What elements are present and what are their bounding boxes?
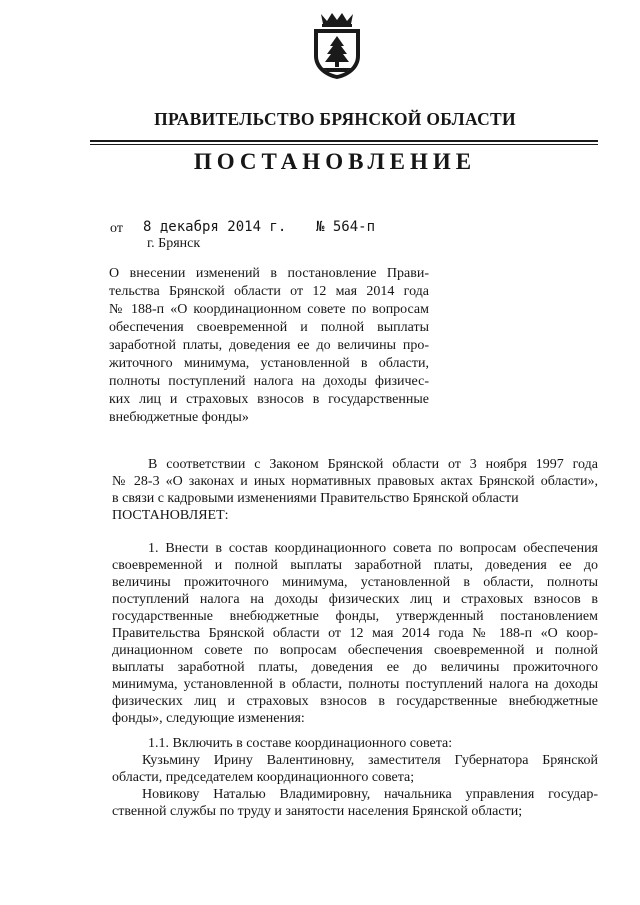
- member-2-paragraph: [112, 786, 598, 820]
- header-rule: [90, 140, 598, 142]
- document-number: № 564-п: [316, 219, 376, 235]
- subject-line: О внесении изменений в постановление Прави-: [109, 266, 429, 281]
- body-line: 1.1. Включить в составе координационного совета:: [148, 736, 453, 751]
- body-line: величины прожиточного минимума, установленной в области, полноты: [112, 575, 598, 590]
- coat-of-arms-icon: [311, 12, 363, 80]
- government-title: ПРАВИТЕЛЬСТВО БРЯНСКОЙ ОБЛАСТИ: [154, 109, 516, 129]
- body-line: своевременной и полной выплаты заработной платы, доведения ее до: [112, 558, 598, 573]
- body-line: Кузьмину Ирину Валентиновну, заместителя Губернатора Брянской: [142, 753, 598, 768]
- body-line: фонды», следующие изменения:: [112, 711, 305, 726]
- document-type-title: ПОСТАНОВЛЕНИЕ: [193, 149, 477, 174]
- date-prefix: от: [110, 221, 123, 236]
- subject-line: тельства Брянской области от 12 мая 2014 года: [109, 284, 429, 299]
- body-line: динационном совете по вопросам обеспечения своевременной и полной: [112, 643, 598, 658]
- body-line: поступлений налога на доходы физических лиц и страховых взносов в: [112, 592, 598, 607]
- body-line: ПОСТАНОВЛЯЕТ:: [112, 508, 229, 523]
- subject-line: внебюджетные фонды»: [109, 410, 249, 425]
- document-date: 8 декабря 2014 г.: [143, 219, 287, 235]
- body-line: физических лиц и страховых взносов в государственные внебюджетные: [112, 694, 598, 709]
- body-line: В соответствии с Законом Брянской области от 3 ноября 1997 года: [148, 457, 598, 472]
- subject-line: ких лиц и страховых взносов в государственные: [109, 392, 429, 407]
- subject-line: обеспечения своевременной и полной выплаты: [109, 320, 429, 335]
- subject-line: № 188-п «О координационном совете по вопросам: [109, 302, 429, 317]
- document-city: г. Брянск: [147, 236, 201, 251]
- member-1-paragraph: [112, 752, 598, 786]
- item-1-paragraph: [112, 540, 598, 727]
- subject-line: заработной платы, доведения ее до величины про-: [109, 338, 429, 353]
- body-line: в связи с кадровыми изменениями Правительство Брянской области: [112, 491, 519, 506]
- body-line: № 28-3 «О законах и иных нормативных правовых актах Брянской области»,: [112, 474, 598, 489]
- body-line: 1. Внести в состав координационного совета по вопросам обеспечения: [148, 541, 598, 556]
- body-line: государственные внебюджетные фонды, утвержденный постановлением: [112, 609, 598, 624]
- body-line: Новикову Наталью Владимировну, начальника управления государ-: [142, 787, 598, 802]
- preamble-paragraph: [112, 456, 598, 524]
- header-rule-thin: [90, 144, 598, 145]
- subject-line: житочного минимума, установленной в области,: [109, 356, 429, 371]
- item-1-1-paragraph: [112, 735, 598, 752]
- body-line: Правительства Брянской области от 12 мая 2014 года № 188-п «О коор-: [112, 626, 598, 641]
- document-subject: [109, 265, 429, 427]
- body-line: ственной службы по труду и занятости населения Брянской области;: [112, 804, 523, 819]
- subject-line: полноты поступлений налога на доходы физичес-: [109, 374, 429, 389]
- body-line: выплаты заработной платы, доведения ее до величины прожиточного: [112, 660, 598, 675]
- body-line: минимума, установленной в области, полноты поступлений налога на доходы: [112, 677, 598, 692]
- body-line: области, председателем координационного совета;: [112, 770, 415, 785]
